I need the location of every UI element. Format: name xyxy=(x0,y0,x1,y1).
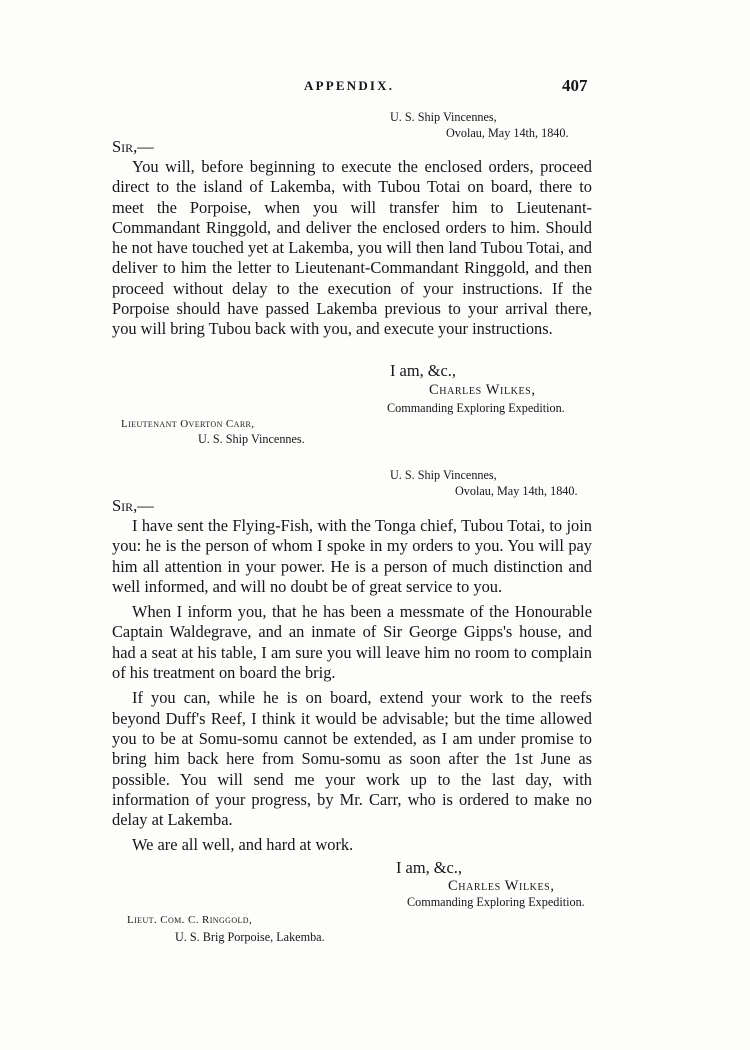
letter-2-closing: I am, &c., xyxy=(396,858,462,877)
letter-2-addressee-name: Lieut. Com. C. Ringgold, xyxy=(127,914,253,926)
letter-2-salutation: Sir,— xyxy=(112,496,154,515)
letter-1-closing: I am, &c., xyxy=(390,361,456,380)
letter-2-place-line-1: U. S. Ship Vincennes, xyxy=(390,468,497,482)
letter-2-signature-title: Commanding Exploring Expedition. xyxy=(407,895,585,909)
letter-2-paragraph: I have sent the Flying-Fish, with the Tonga chief, Tubou Totai, to join you: he is the person of whom I spoke in my orders to you. You will pay him all attention in your power. He is a person of much distinction and well informed, and will no doubt be of great service to you. xyxy=(112,516,592,596)
letter-1-place-line-1: U. S. Ship Vincennes, xyxy=(390,110,497,124)
letter-1-signature: Charles Wilkes, xyxy=(429,382,536,398)
letter-2-body xyxy=(112,516,592,856)
letter-1-place-line-2: Ovolau, May 14th, 1840. xyxy=(446,126,569,140)
letter-2-signature: Charles Wilkes, xyxy=(448,878,555,894)
letter-1-addressee-name: Lieutenant Overton Carr, xyxy=(121,418,255,430)
letter-1-body xyxy=(112,157,592,340)
letter-1-addressee-place: U. S. Ship Vincennes. xyxy=(198,432,305,446)
letter-2-addressee-place: U. S. Brig Porpoise, Lakemba. xyxy=(175,930,325,944)
running-head: APPENDIX. xyxy=(304,78,395,93)
letter-1-paragraph: You will, before beginning to execute the enclosed orders, proceed direct to the island of Lakemba, with Tubou Totai on board, there to meet the Porpoise, when you will transfer him to Lieutenant-Commandant Ringgold, and deliver the enclosed orders to him. Should he not have touched yet at Lakemba, you will then land Tubou Totai, and deliver to him the letter to Lieutenant-Commandant Ringgold, and then proceed without delay to the execution of your instructions. If the Porpoise should have passed Lakemba previous to your arrival there, you will bring Tubou back with you, and execute your instructions. xyxy=(112,157,592,339)
letter-2-paragraph: When I inform you, that he has been a messmate of the Honourable Captain Waldegrave, and an inmate of Sir George Gipps's house, and had a seat at his table, I am sure you will leave him no room to complain of his treatment on board the brig. xyxy=(112,602,592,683)
letter-2-paragraph: We are all well, and hard at work. xyxy=(132,835,354,855)
letter-1-signature-title: Commanding Exploring Expedition. xyxy=(387,401,565,415)
page-number: 407 xyxy=(562,76,588,95)
letter-1-salutation: Sir,— xyxy=(112,137,154,156)
letter-2-place-line-2: Ovolau, May 14th, 1840. xyxy=(455,484,578,498)
letter-2-paragraph: If you can, while he is on board, extend your work to the reefs beyond Duff's Reef, I think it would be advisable; but the time allowed you to be at Somu-somu cannot be extended, as I am under promise to bring him back here from Somu-somu as soon after the 1st June as possible. You will send me your work up to the last day, with information of your progress, by Mr. Carr, who is ordered to make no delay at Lakemba. xyxy=(112,688,592,830)
